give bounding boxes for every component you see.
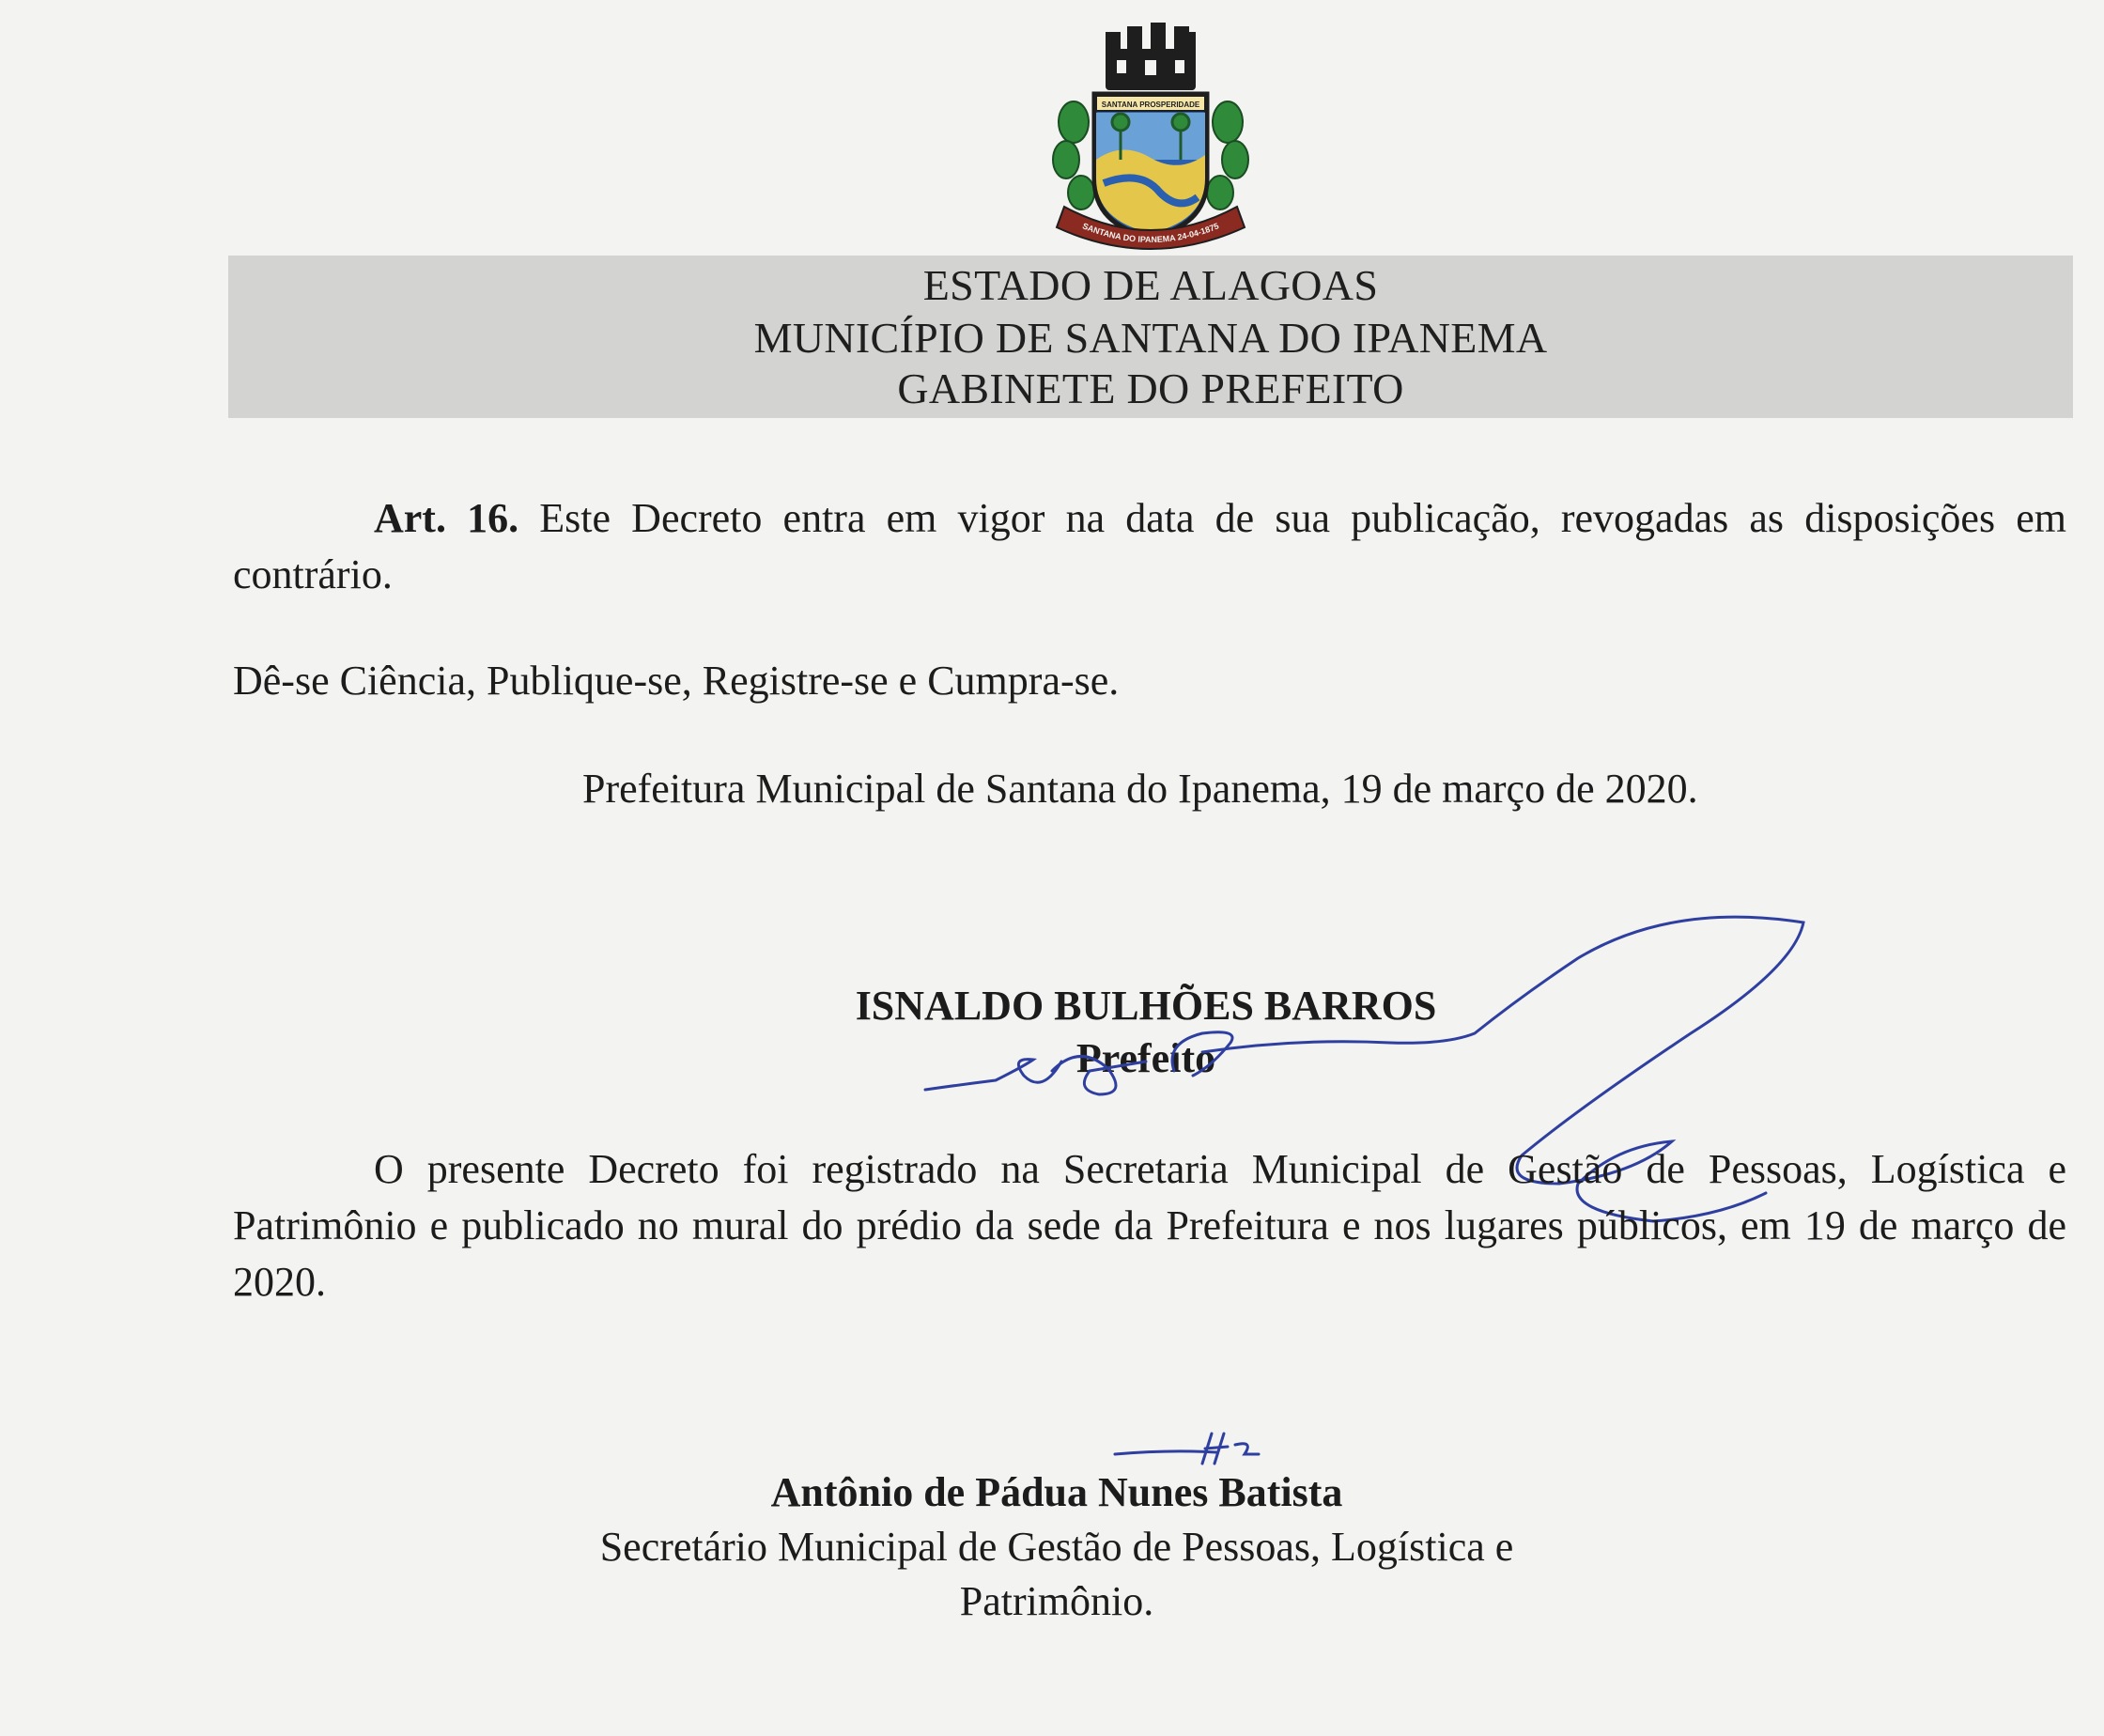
mayor-signature-block bbox=[658, 980, 1634, 1085]
header-municipality: MUNICÍPIO DE SANTANA DO IPANEMA bbox=[753, 314, 1548, 362]
mural-crown bbox=[1106, 23, 1196, 90]
article-label: Art. 16. bbox=[374, 495, 519, 541]
registration-paragraph: O presente Decreto foi registrado na Secretaria Municipal de Gestão de Pessoas, Logística e Patrimônio e publicado no mural do prédio da sede da Prefeitura e nos lugares públicos, em 19 de março de 2020. bbox=[233, 1146, 2066, 1305]
crest-ribbon-text: SANTANA DO IPANEMA 24-04-1875 bbox=[1080, 221, 1221, 245]
closing-formula: Dê-se Ciência, Publique-se, Registre-se e Cumpra-se. bbox=[233, 658, 1120, 704]
secretary-signature-block bbox=[573, 1465, 1540, 1629]
article-16 bbox=[233, 490, 2066, 603]
mayor-title: Prefeito bbox=[1075, 1035, 1216, 1081]
article-text: Este Decreto entra em vigor na data de sua publicação, revogadas as disposições em contrário. bbox=[233, 495, 2066, 597]
header-state: ESTADO DE ALAGOAS bbox=[922, 261, 1379, 309]
secretary-title: Secretário Municipal de Gestão de Pessoas, Logística e Patrimônio. bbox=[599, 1524, 1514, 1624]
place-date: Prefeitura Municipal de Santana do Ipanema, 19 de março de 2020. bbox=[582, 766, 1698, 812]
header-office: GABINETE DO PREFEITO bbox=[897, 364, 1404, 412]
secretary-name: Antônio de Pádua Nunes Batista bbox=[770, 1469, 1343, 1515]
coat-of-arms-icon bbox=[1038, 19, 1263, 254]
crest-banner-text: SANTANA PROSPERIDADE bbox=[1101, 101, 1200, 109]
letterhead-band bbox=[228, 256, 2073, 418]
mayor-name: ISNALDO BULHÕES BARROS bbox=[855, 983, 1437, 1029]
